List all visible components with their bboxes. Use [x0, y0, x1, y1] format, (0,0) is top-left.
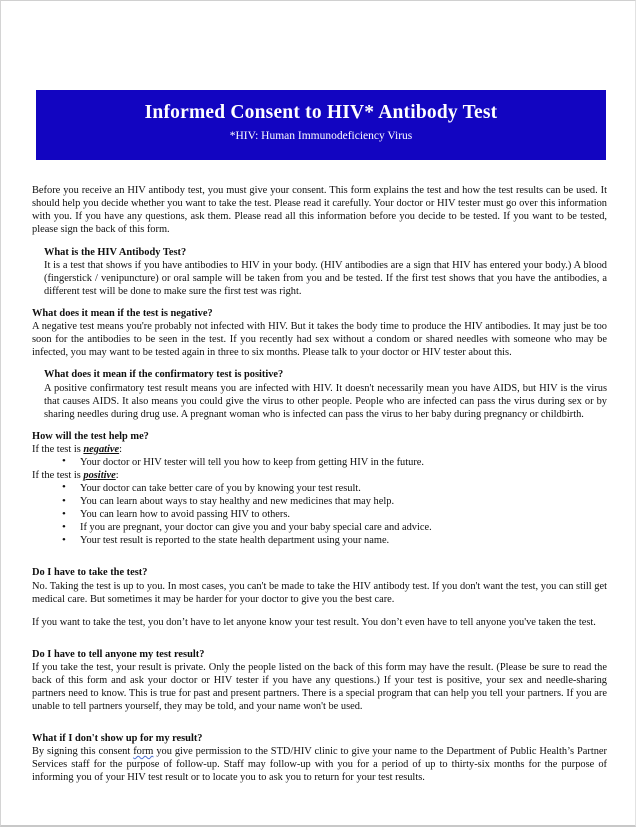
section-heading: Do I have to take the test?	[32, 567, 148, 579]
section-heading: Do I have to tell anyone my test result?	[32, 648, 205, 660]
spacer	[32, 638, 607, 648]
section-body: A positive confirmatory test result means you are infected with HIV. It doesn't necessarily mean you have AIDS, but HIV is the virus that causes AIDS. It also means you could give the virus to other people. People who are infected can pass the virus during sex or by sharing needles during drug use. A pregnant woman who is infected can pass the virus to her baby during pregnancy or childbirth.	[44, 382, 607, 420]
section-test-negative	[32, 307, 607, 359]
section-body-1: No. Taking the test is up to you. In most cases, you can't be made to take the HIV antibody test. If you don't want the test, you can still get medical care. But sometimes it may be harder for your doctor to give you the best care.	[32, 580, 607, 605]
negative-bullet-list	[32, 456, 607, 469]
negative-lead-line	[32, 443, 607, 456]
list-item: • If you are pregnant, your doctor can give you and your baby special care and advice.	[32, 521, 607, 534]
list-item: • You can learn how to avoid passing HIV to others.	[32, 508, 607, 521]
section-heading: What does it mean if the test is negative?	[32, 308, 213, 320]
section-heading: How will the test help me?	[32, 430, 149, 442]
list-item: • Your test result is reported to the state health department using your name.	[32, 534, 607, 547]
section-do-i-have-to-tell-anyone	[32, 648, 607, 713]
section-body-2: If you want to take the test, you don’t have to let anyone know your test result. You don’t even have to tell anyone you've taken the test.	[32, 616, 596, 628]
list-item: • You can learn about ways to stay healthy and new medicines that may help.	[32, 495, 607, 508]
positive-lead-suffix: :	[115, 469, 119, 481]
list-item: • Your doctor can take better care of you by knowing your test result.	[32, 482, 607, 495]
positive-lead-prefix: If the test is	[32, 469, 84, 481]
section-do-i-have-to-take-the-test	[32, 566, 607, 628]
list-item: • Your doctor or HIV tester will tell you how to keep from getting HIV in the future.	[32, 456, 607, 469]
document-title: Informed Consent to HIV* Antibody Test	[144, 102, 498, 123]
positive-emphasis: positive	[83, 469, 116, 481]
negative-lead-suffix: :	[119, 443, 123, 455]
section-what-is-hiv-antibody-test	[32, 246, 607, 298]
spellcheck-flagged-word[interactable]: form	[133, 745, 154, 757]
section-heading: What is the HIV Antibody Test?	[44, 247, 187, 258]
section-body: A negative test means you're probably not infected with HIV. But it takes the body time to produce the HIV antibodies. It may just be too soon for the antibodies to be seen in the test. If you recently had sex without a condom or shared needles with someone who may be infected, you may want to be tested again in three to six months. Please talk to your doctor or HIV tester about this.	[32, 321, 607, 359]
intro-paragraph: Before you receive an HIV antibody test, you must give your consent. This form explains the test and how the test results can be used. It should help you decide whether you want to take the test. Please read it carefully. Your doctor or HIV tester must go over this information with you. If you have any questions, ask them. Please read all this information before you decide to be tested. If you want to be tested, please sign the back of this form.	[32, 185, 607, 235]
document-body	[32, 184, 607, 793]
positive-lead-line	[32, 469, 607, 482]
section-heading: What if I don't show up for my result?	[32, 732, 203, 744]
section-body: It is a test that shows if you have antibodies to HIV in your body. (HIV antibodies are a sign that HIV has entered your body.) A blood (fingerstick / venipuncture) or oral sample will be taken from you and be tested. If the first test shows that you have the antibodies, a different test will be done to make sure the first test was right.	[44, 260, 607, 298]
section-heading: What does it mean if the confirmatory test is positive?	[44, 369, 284, 381]
negative-lead-prefix: If the test is	[32, 443, 84, 455]
body-text-part-1: By signing this consent	[32, 745, 134, 757]
section-body	[32, 745, 607, 784]
document-title-banner	[36, 90, 606, 160]
negative-emphasis: negative	[83, 443, 120, 455]
body-text-part-2: you give permission to the STD/HIV clinic to give your name to the Department of Public Health’s Partner Services staff for the purpose of follow-up. Staff may follow-up with you for a period of up to thirty-six months for the purpose of informing you of your HIV test result or to locate you to ask you to return for your test results.	[32, 745, 607, 783]
section-confirmatory-test-positive	[32, 368, 607, 420]
section-body: If you take the test, your result is private. Only the people listed on the back of this form may have the result. (Please be sure to read the back of this form and ask your doctor or HIV tester if you have any questions.) If your test is positive, your sex and needle-sharing partners need to know. This is true for past and present partners. There is a special program that can help you tell your partners. If you are unable to tell partners yourself, they may be told, and your name won't be used.	[32, 661, 607, 712]
positive-bullet-list	[32, 482, 607, 547]
document-subtitle: *HIV: Human Immunodeficiency Virus	[229, 130, 413, 142]
page-sheet	[1, 1, 635, 824]
spacer	[32, 722, 607, 732]
section-what-if-no-show	[32, 732, 607, 784]
spacer	[32, 556, 607, 566]
section-how-will-test-help-me	[32, 430, 607, 548]
